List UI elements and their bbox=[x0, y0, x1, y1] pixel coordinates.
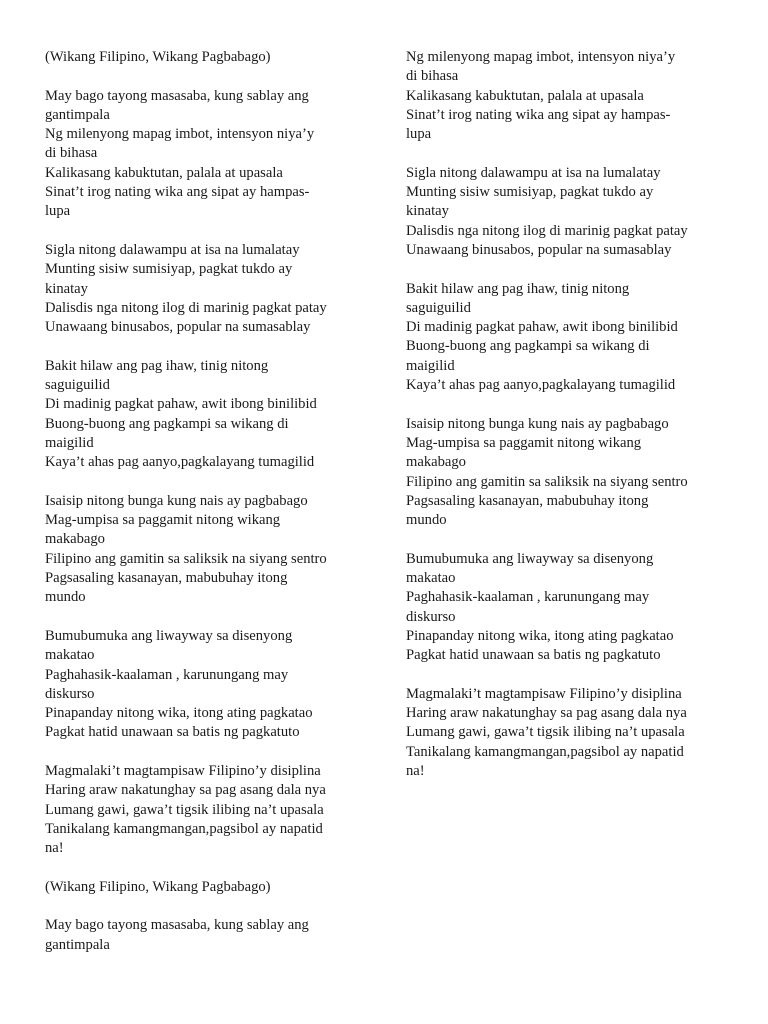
poem-line: Mag-umpisa sa paggamit nitong wikang bbox=[406, 434, 642, 451]
stanza bbox=[45, 492, 370, 608]
poem-line: makatao bbox=[406, 570, 456, 587]
poem-line: makatao bbox=[45, 647, 95, 664]
poem-line: gantimpala bbox=[45, 936, 110, 953]
poem-line: Mag-umpisa sa paggamit nitong wikang bbox=[45, 512, 281, 529]
poem-line: Unawaang binusabos, popular na sumasablay bbox=[406, 241, 672, 258]
poem-line: makabago bbox=[45, 531, 105, 548]
poem-line: Sinat’t irog nating wika ang sipat ay hampas- bbox=[406, 106, 671, 123]
poem-line: Isaisip nitong bunga kung nais ay pagbabago bbox=[406, 415, 669, 432]
poem-line: mundo bbox=[45, 589, 86, 606]
poem-line: Munting sisiw sumisiyap, pagkat tukdo ay bbox=[406, 184, 654, 201]
stanza bbox=[406, 280, 731, 396]
poem-line: (Wikang Filipino, Wikang Pagbabago) bbox=[45, 878, 271, 895]
stanza bbox=[45, 87, 370, 222]
left-column bbox=[45, 48, 370, 974]
poem-line: May bago tayong masasaba, kung sablay ang bbox=[45, 917, 309, 934]
stanza bbox=[45, 357, 370, 473]
poem-line: Tanikalang kamangmangan,pagsibol ay napatid bbox=[406, 743, 684, 760]
stanza bbox=[45, 916, 370, 955]
poem-line: Dalisdis nga nitong ilog di marinig pagkat patay bbox=[45, 299, 327, 316]
poem-line: na! bbox=[45, 840, 64, 857]
poem-line: Kalikasang kabuktutan, palala at upasala bbox=[45, 164, 283, 181]
poem-line: Kaya’t ahas pag aanyo,pagkalayang tumagilid bbox=[406, 377, 676, 394]
poem-line: kinatay bbox=[406, 203, 449, 220]
poem-line: gantimpala bbox=[45, 106, 110, 123]
poem-line: Isaisip nitong bunga kung nais ay pagbabago bbox=[45, 492, 308, 509]
poem-line: Pagsasaling kasanayan, mabubuhay itong bbox=[45, 570, 288, 587]
poem-line: Sigla nitong dalawampu at isa na lumalatay bbox=[45, 241, 300, 258]
poem-line: Munting sisiw sumisiyap, pagkat tukdo ay bbox=[45, 261, 293, 278]
poem-line: Tanikalang kamangmangan,pagsibol ay napatid bbox=[45, 820, 323, 837]
poem-line: Kaya’t ahas pag aanyo,pagkalayang tumagilid bbox=[45, 454, 315, 471]
poem-line: Bakit hilaw ang pag ihaw, tinig nitong bbox=[45, 357, 269, 374]
poem-line: Ng milenyong mapag imbot, intensyon niya’y bbox=[406, 49, 676, 65]
poem-line: diskurso bbox=[406, 608, 456, 625]
poem-line: (Wikang Filipino, Wikang Pagbabago) bbox=[45, 49, 271, 65]
stanza bbox=[45, 48, 370, 67]
poem-line: Bumubumuka ang liwayway sa disenyong bbox=[45, 627, 293, 644]
poem-line: kinatay bbox=[45, 280, 88, 297]
poem-line: Pagkat hatid unawaan sa batis ng pagkatuto bbox=[45, 724, 300, 741]
poem-line: di bihasa bbox=[406, 68, 459, 85]
poem-line: Sinat’t irog nating wika ang sipat ay hampas- bbox=[45, 184, 310, 201]
poem-line: Magmalaki’t magtampisaw Filipino’y disiplina bbox=[45, 762, 321, 779]
poem-line: Filipino ang gamitin sa saliksik na siyang sentro bbox=[406, 473, 688, 490]
poem-line: Sigla nitong dalawampu at isa na lumalatay bbox=[406, 164, 661, 181]
stanza bbox=[45, 762, 370, 858]
poem-line: Pinapanday nitong wika, itong ating pagkatao bbox=[45, 705, 313, 722]
poem-line: Di madinig pagkat pahaw, awit ibong binilibid bbox=[406, 319, 678, 336]
poem-line: maigilid bbox=[45, 434, 94, 451]
stanza bbox=[406, 164, 731, 260]
poem-line: Buong-buong ang pagkampi sa wikang di bbox=[45, 415, 289, 432]
stanza bbox=[45, 878, 370, 897]
stanza bbox=[406, 415, 731, 531]
poem-line: na! bbox=[406, 762, 425, 779]
poem-line: Haring araw nakatunghay sa pag asang dala nya bbox=[45, 782, 326, 799]
poem-line: Pagkat hatid unawaan sa batis ng pagkatuto bbox=[406, 647, 661, 664]
poem-line: Lumang gawi, gawa’t tigsik ilibing na’t upasala bbox=[45, 801, 324, 818]
poem-line: Pagsasaling kasanayan, mabubuhay itong bbox=[406, 492, 649, 509]
poem-line: Haring araw nakatunghay sa pag asang dala nya bbox=[406, 705, 687, 722]
poem-line: Dalisdis nga nitong ilog di marinig pagkat patay bbox=[406, 222, 688, 239]
poem-line: Bumubumuka ang liwayway sa disenyong bbox=[406, 550, 654, 567]
poem-line: mundo bbox=[406, 512, 447, 529]
poem-line: lupa bbox=[45, 203, 71, 220]
poem-line: Buong-buong ang pagkampi sa wikang di bbox=[406, 338, 650, 355]
poem-line: Di madinig pagkat pahaw, awit ibong binilibid bbox=[45, 396, 317, 413]
poem-line: Ng milenyong mapag imbot, intensyon niya’y bbox=[45, 126, 315, 143]
poem-line: diskurso bbox=[45, 685, 95, 702]
poem-line: Pinapanday nitong wika, itong ating pagkatao bbox=[406, 627, 674, 644]
right-column bbox=[406, 48, 731, 801]
poem-line: Filipino ang gamitin sa saliksik na siyang sentro bbox=[45, 550, 327, 567]
poem-line: Magmalaki’t magtampisaw Filipino’y disiplina bbox=[406, 685, 682, 702]
poem-line: Paghahasik-kaalaman , karunungang may bbox=[45, 666, 289, 683]
poem-line: Lumang gawi, gawa’t tigsik ilibing na’t upasala bbox=[406, 724, 685, 741]
poem-line: Kalikasang kabuktutan, palala at upasala bbox=[406, 87, 644, 104]
poem-line: Unawaang binusabos, popular na sumasablay bbox=[45, 319, 311, 336]
poem-line: di bihasa bbox=[45, 145, 98, 162]
stanza bbox=[406, 685, 731, 781]
poem-line: saguiguilid bbox=[45, 377, 110, 394]
poem-line: Paghahasik-kaalaman , karunungang may bbox=[406, 589, 650, 606]
poem-line: makabago bbox=[406, 454, 466, 471]
poem-line: Bakit hilaw ang pag ihaw, tinig nitong bbox=[406, 280, 630, 297]
stanza bbox=[45, 241, 370, 337]
stanza bbox=[45, 627, 370, 743]
poem-line: May bago tayong masasaba, kung sablay ang bbox=[45, 87, 309, 104]
stanza bbox=[406, 550, 731, 666]
poem-line: lupa bbox=[406, 126, 432, 143]
poem-line: maigilid bbox=[406, 357, 455, 374]
poem-line: saguiguilid bbox=[406, 299, 471, 316]
stanza bbox=[406, 48, 731, 144]
